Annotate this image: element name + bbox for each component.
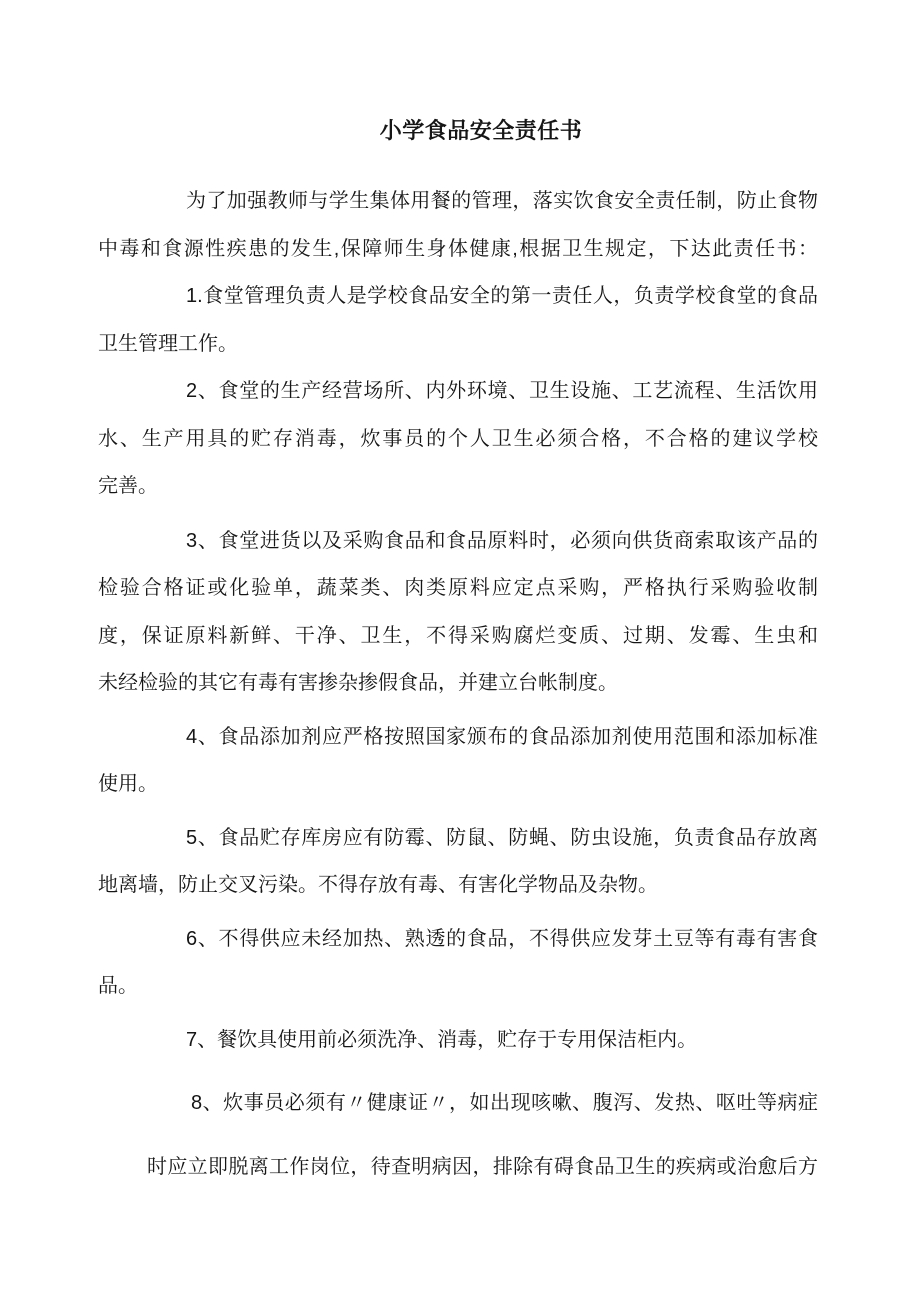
paragraph-item-5 bbox=[98, 815, 818, 910]
text-line: 1.食堂管理负责人是学校食品安全的第一责任人，负责学校食堂的食品 bbox=[186, 285, 818, 307]
document-title: 小学食品安全责任书 bbox=[379, 118, 583, 143]
text-line: 时应立即脱离工作岗位，待查明病因，排除有碍食品卫生的疾病或治愈后方 bbox=[147, 1156, 818, 1178]
text-line: 8、炊事员必须有〃健康证〃，如出现咳嗽、腹泻、发热、呕吐等病症 bbox=[191, 1092, 818, 1114]
text-line: 完善。 bbox=[98, 475, 158, 497]
text-line: 地离墙，防止交叉污染。不得存放有毒、有害化学物品及杂物。 bbox=[98, 874, 658, 896]
text-line: 2、食堂的生产经营场所、内外环境、卫生设施、工艺流程、生活饮用 bbox=[186, 380, 818, 402]
text-line: 使用。 bbox=[98, 773, 158, 795]
paragraph-item-2 bbox=[98, 368, 818, 511]
text-line: 3、食堂进货以及采购食品和食品原料时，必须向供货商索取该产品的 bbox=[186, 529, 818, 552]
text-line: 度，保证原料新鲜、干净、卫生，不得采购腐烂变质、过期、发霉、生虫和 bbox=[98, 624, 818, 647]
text-line: 未经检验的其它有毒有害掺杂掺假食品，并建立台帐制度。 bbox=[98, 672, 618, 694]
paragraph-intro bbox=[98, 178, 818, 273]
text-line: 为了加强教师与学生集体用餐的管理，落实饮食安全责任制，防止食物 bbox=[186, 190, 818, 212]
text-line: 检验合格证或化验单，蔬菜类、肉类原料应定点采购，严格执行采购验收制 bbox=[98, 577, 818, 599]
text-line: 中毒和食源性疾患的发生,保障师生身体健康,根据卫生规定，下达此责任书： bbox=[98, 237, 818, 260]
paragraph-item-8 bbox=[98, 1071, 818, 1199]
text-line: 6、不得供应未经加热、熟透的食品，不得供应发芽土豆等有毒有害食 bbox=[186, 927, 818, 950]
text-line: 5、食品贮存库房应有防霉、防鼠、防蝇、防虫设施，负责食品存放离 bbox=[186, 826, 818, 849]
text-line: 水、生产用具的贮存消毒，炊事员的个人卫生必须合格，不合格的建议学校 bbox=[98, 427, 818, 450]
text-line: 4、食品添加剂应严格按照国家颁布的食品添加剂使用范围和添加标准 bbox=[186, 725, 818, 748]
paragraph-item-7 bbox=[98, 1017, 818, 1065]
text-line: 卫生管理工作。 bbox=[98, 332, 238, 355]
document-content bbox=[98, 118, 818, 1199]
paragraph-item-3 bbox=[98, 518, 818, 708]
text-line: 7、餐饮具使用前必须洗净、消毒，贮存于专用保洁柜内。 bbox=[186, 1028, 698, 1051]
paragraph-item-6 bbox=[98, 916, 818, 1011]
text-line: 品。 bbox=[98, 975, 138, 997]
paragraph-item-1 bbox=[98, 273, 818, 368]
document-body bbox=[98, 178, 818, 1199]
paragraph-item-4 bbox=[98, 714, 818, 809]
